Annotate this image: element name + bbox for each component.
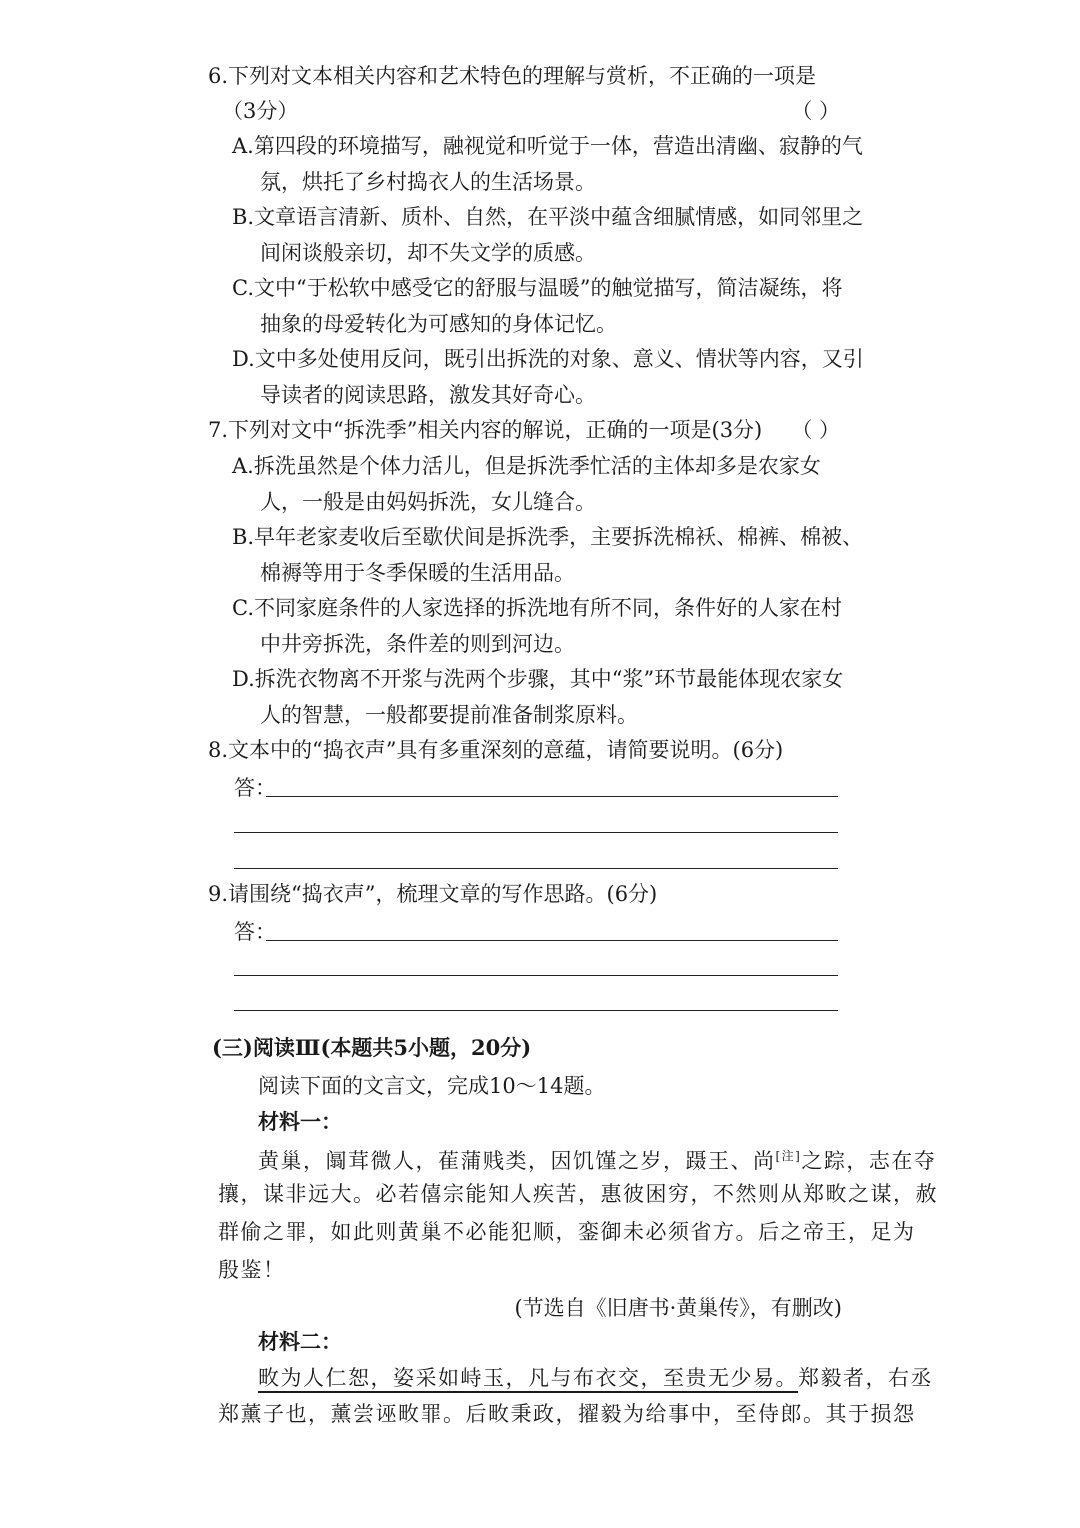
material-1-line-4: 殷鉴！ (218, 1258, 286, 1282)
q9-answer-line-2[interactable] (234, 975, 838, 976)
q8-stem: 8.文本中的“捣衣声”具有多重深刻的意蕴，请简要说明。(6分) (208, 738, 784, 762)
material-1-line-1: 黄巢，阘茸微人，萑蒲贱类，因饥馑之岁，蹑王、尚[注]之踪，志在夺 (258, 1149, 937, 1173)
q7-option-c: C.不同家庭条件的人家选择的拆洗地有所不同，条件好的人家在村 (232, 596, 842, 620)
q8-answer-line-2[interactable] (234, 832, 838, 833)
q9-answer-line-3[interactable] (234, 1010, 838, 1011)
q8-answer-line-1[interactable] (266, 796, 838, 797)
q7-option-b-cont: 棉褥等用于冬季保暖的生活用品。 (260, 561, 575, 585)
q6-option-a: A.第四段的环境描写，融视觉和听觉于一体，营造出清幽、寂静的气 (232, 134, 863, 158)
q6-stem: 6.下列对文本相关内容和艺术特色的理解与赏析，不正确的一项是 (208, 64, 817, 88)
q6-option-b-cont: 间闲谈般亲切，却不失文学的质感。 (260, 241, 596, 265)
q6-option-d: D.文中多处使用反问，既引出拆洗的对象、意义、情状等内容，又引 (232, 347, 864, 371)
q9-stem: 9.请围绕“捣衣声”，梳理文章的写作思路。(6分) (208, 882, 658, 906)
q9-answer-label: 答： (234, 920, 276, 944)
section-3-instruction: 阅读下面的文言文，完成10～14题。 (258, 1074, 606, 1098)
q7-answer-paren[interactable]: （ ） (791, 418, 840, 442)
q8-answer-line-3[interactable] (234, 868, 838, 869)
material-1-source: (节选自《旧唐书·黄巢传》，有删改) (514, 1296, 842, 1320)
material-2-label: 材料二： (258, 1329, 342, 1354)
q6-score: （3分） (222, 99, 299, 123)
q6-option-a-cont: 氛，烘托了乡村捣衣人的生活场景。 (260, 170, 596, 194)
material-2-line-2: 郑薰子也，薰尝诬畋罪。后畋秉政，擢毅为给事中，至侍郎。其于损怨 (218, 1402, 916, 1426)
q7-option-d: D.拆洗衣物离不开浆与洗两个步骤，其中“浆”环节最能体现农家女 (232, 667, 844, 691)
material-1-line-2: 攘，谋非远大。必若僖宗能知人疾苦，惠彼困穷，不然则从郑畋之谋，赦 (218, 1182, 938, 1206)
q7-option-d-cont: 人的智慧，一般都要提前准备制浆原料。 (260, 703, 638, 727)
note-mark: [注] (775, 1149, 802, 1163)
q6-answer-paren[interactable]: （ ） (791, 99, 840, 123)
q7-stem: 7.下列对文中“拆洗季”相关内容的解说，正确的一项是(3分) (208, 418, 763, 442)
q9-answer-line-1[interactable] (266, 940, 838, 941)
q6-option-d-cont: 导读者的阅读思路，激发其好奇心。 (260, 383, 596, 407)
section-3-title: (三)阅读Ⅲ(本题共5小题，20分) (212, 1035, 532, 1060)
q7-option-a: A.拆洗虽然是个体力活儿，但是拆洗季忙活的主体却多是农家女 (232, 454, 821, 478)
q7-option-a-cont: 人，一般是由妈妈拆洗，女儿缝合。 (260, 490, 596, 514)
q7-option-c-cont: 中井旁拆洗，条件差的则到河边。 (260, 632, 575, 656)
q7-option-b: B.早年老家麦收后至歇伏间是拆洗季，主要拆洗棉袄、棉裤、棉被、 (232, 525, 864, 549)
underlined-sentence: 畋为人仁恕，姿采如峙玉，凡与布衣交，至贵无少易。 (258, 1366, 798, 1390)
q8-answer-label: 答： (234, 776, 276, 800)
q6-option-c: C.文中“于松软中感受它的舒服与温暖”的触觉描写，简洁凝练，将 (232, 276, 843, 300)
material-1-label: 材料一： (258, 1109, 342, 1134)
q6-option-b: B.文章语言清新、质朴、自然，在平淡中蕴含细腻情感，如同邻里之 (232, 205, 864, 229)
material-2-line-1: 畋为人仁恕，姿采如峙玉，凡与布衣交，至贵无少易。郑毅者，右丞 (258, 1366, 933, 1390)
material-1-line-3: 群偷之罪，如此则黄巢不必能犯顺，銮御未必须省方。后之帝王，足为 (218, 1220, 916, 1244)
q6-option-c-cont: 抽象的母爱转化为可感知的身体记忆。 (260, 312, 617, 336)
